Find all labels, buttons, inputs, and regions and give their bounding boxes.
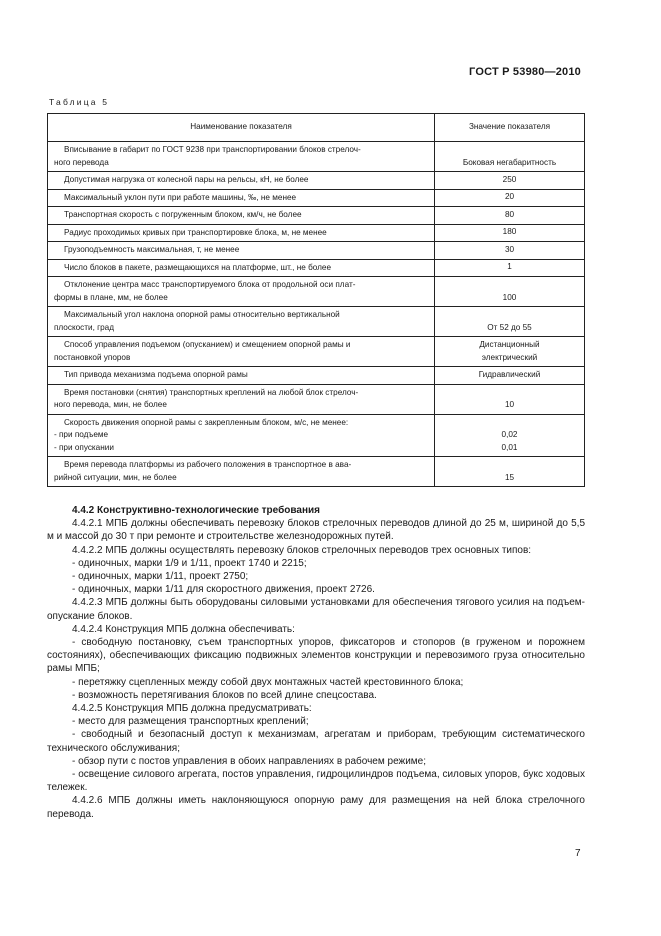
table-row [48,224,585,242]
table-row [48,414,585,457]
parameter-name-line: Время постановки (снятия) транспортных креплений на любой блок стрелоч- [64,387,359,397]
body-text [47,504,585,821]
parameter-name-line: - при подъеме [54,430,109,439]
parameter-name-line: Транспортная скорость с погруженным блоком, км/ч, не более [64,210,302,219]
table-row [48,259,585,277]
parameter-value-line: От 52 до 55 [487,322,532,332]
body-paragraph: 4.4.2.2 МПБ должны осуществлять перевозку блоков стрелочных переводов трех основных типов: [72,544,532,556]
parameter-value-cell [435,414,585,457]
table-row [48,207,585,225]
parameter-name-line: Время перевода платформы из рабочего положения в транспортное в ава- [64,460,352,469]
parameter-value-cell [435,189,585,207]
parameter-name-line: Радиус проходимых кривых при транспортировке блока, м, не менее [64,227,327,237]
body-paragraph: - одиночных, марки 1/9 и 1/11, проект 1740 и 2215; [72,557,307,569]
section-title: 4.4.2 Конструктивно-технологические требования [72,505,320,516]
parameter-name-line: Скорость движения опорной рамы с закрепленным блоком, м/с, не менее: [64,417,349,427]
parameter-value-line: Гидравлический [478,369,541,379]
body-paragraph: 4.4.2.3 МПБ должны быть оборудованы силовыми установками для обеспечения тягового усилия на подъем-опускание блоков. [47,597,585,622]
parameter-name-line: - при опускании [54,442,114,452]
body-paragraph: - обзор пути с постов управления в обоих направлениях в рабочем режиме; [72,755,427,767]
parameter-name-cell [48,307,435,337]
parameter-value-line: Дистанционный [479,340,540,349]
table-row [48,142,585,172]
parameter-name-cell [48,259,435,277]
parameter-name-line: формы в плане, мм, не более [54,292,168,302]
parameter-value-cell [435,384,585,414]
document-header-code: ГОСТ Р 53980—2010 [469,66,581,78]
body-paragraph: - свободную постановку, съем транспортных упоров, фиксаторов и стопоров (в груженом и порожнем состояниях), обеспечивающих фиксацию подвижных элементов конструкции и перевозимого груза относительно рамы МПБ; [47,637,585,675]
body-paragraph: 4.4.2.1 МПБ должны обеспечивать перевозку блоков стрелочных переводов длиной до 25 м, шириной до 5,5 м и массой до 30 т при ремонте и строительстве железнодорожных путей. [47,518,585,543]
parameter-value-cell [435,367,585,385]
parameter-value-line: электрический [481,352,538,362]
paragraph-list [47,517,585,821]
parameter-name-line: Тип привода механизма подъема опорной рамы [64,370,248,379]
parameter-value-line: 0,02 [501,430,518,439]
parameter-name-line: Отклонение центра масс транспортируемого блока от продольной оси плат- [64,280,356,289]
parameter-name-cell [48,172,435,190]
parameter-value-line: 15 [504,472,515,482]
parameter-name-cell [48,207,435,225]
parameter-name-line: Способ управления подъемом (опусканием) и смещением опорной рамы и [64,340,351,349]
parameter-name-cell [48,457,435,487]
body-paragraph: - одиночных, марки 1/11, проект 2750; [72,571,249,583]
column-header-value: Значение показателя [435,114,585,142]
parameter-value-cell [435,207,585,225]
table-row [48,457,585,487]
parameters-table [47,113,585,487]
parameter-value-cell [435,224,585,242]
table-row [48,172,585,190]
parameter-name-cell [48,242,435,260]
table-row [48,337,585,367]
body-paragraph: - возможность перетягивания блоков по всей длине спецсостава. [72,689,377,701]
page-number: 7 [575,848,581,859]
parameter-name-cell [48,337,435,367]
body-paragraph: - освещение силового агрегата, постов управления, гидроцилиндров подъема, силовых упоров, букс ходовых тележек. [47,769,585,794]
parameter-name-line: Вписывание в габарит по ГОСТ 9238 при транспортировании блоков стрелоч- [64,145,361,154]
parameter-name-line: Допустимая нагрузка от колесной пары на рельсы, кН, не более [64,175,309,184]
parameter-value-line: Боковая негабаритность [462,157,557,167]
parameter-value-cell [435,242,585,260]
parameter-value-line: 80 [504,209,515,219]
body-paragraph: 4.4.2.4 Конструкция МПБ должна обеспечивать: [72,623,295,635]
column-header-name: Наименование показателя [48,114,435,142]
body-paragraph: - место для размещения транспортных креплений; [72,716,309,728]
parameter-value-cell [435,142,585,172]
parameter-value-cell [435,307,585,337]
parameter-name-line: ного перевода [54,157,109,167]
table-header-row [48,114,585,142]
parameter-name-line: ного перевода, мин, не более [54,400,167,409]
table-row [48,189,585,207]
parameter-name-cell [48,189,435,207]
body-paragraph: - одиночных, марки 1/11 для скоростного движения, проект 2726. [72,584,375,596]
parameter-name-line: рийной ситуации, мин, не более [54,472,177,482]
body-paragraph: - перетяжку сцепленных между собой двух монтажных частей крестовинного блока; [72,676,464,688]
table-row [48,307,585,337]
parameter-name-cell [48,277,435,307]
parameter-name-cell [48,142,435,172]
parameter-value-line: 20 [504,192,515,201]
parameter-name-line: Число блоков в пакете, размещающихся на платформе, шт., не более [64,262,332,272]
parameter-value-line: 180 [502,227,517,236]
parameter-name-cell [48,414,435,457]
body-paragraph: 4.4.2.6 МПБ должны иметь наклоняющуюся опорную раму для размещения на ней блока стрелочного перевода. [47,795,585,820]
parameter-name-line: плоскости, град [54,322,115,332]
parameter-name-line: постановкой упоров [54,352,131,362]
parameter-name-cell [48,224,435,242]
parameter-value-cell [435,337,585,367]
table-row [48,277,585,307]
table-row [48,242,585,260]
parameter-value-cell [435,277,585,307]
parameter-value-line: 1 [507,262,512,271]
table-caption: Таблица 5 [49,97,110,107]
table-row [48,367,585,385]
parameter-value-line: 250 [502,174,517,184]
parameter-value-line: 10 [504,400,515,409]
table-row [48,384,585,414]
parameter-value-line: 100 [502,292,517,302]
parameter-value-line: 0,01 [501,442,518,452]
parameter-value-line: 30 [504,244,515,254]
body-paragraph: - свободный и безопасный доступ к механизмам, агрегатам и приборам, требующим систематического технического обслуживания; [47,729,585,754]
parameter-name-line: Максимальный угол наклона опорной рамы относительно вертикальной [64,310,340,319]
parameter-name-cell [48,384,435,414]
parameter-value-cell [435,457,585,487]
parameter-name-cell [48,367,435,385]
parameter-value-cell [435,172,585,190]
parameter-value-cell [435,259,585,277]
parameter-name-line: Грузоподъемность максимальная, т, не менее [64,245,240,254]
parameter-name-line: Максимальный уклон пути при работе машины, ‰, не менее [64,192,297,202]
body-paragraph: 4.4.2.5 Конструкция МПБ должна предусматривать: [72,703,312,715]
